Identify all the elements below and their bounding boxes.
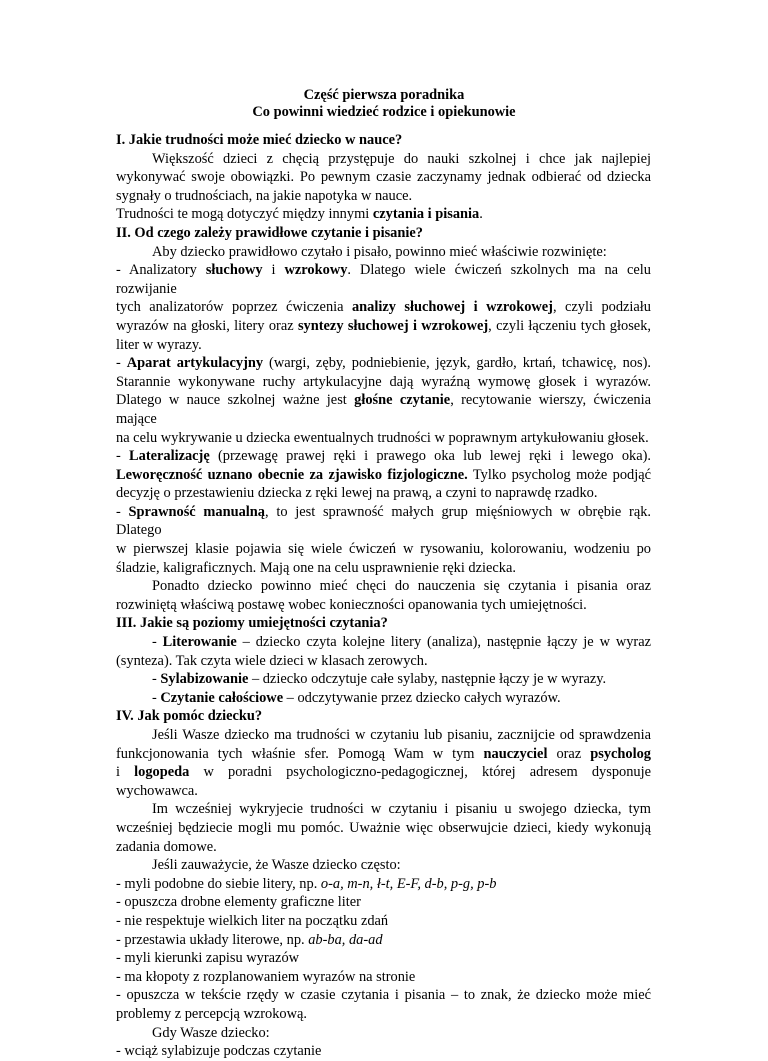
section-heading-3: III. Jakie są poziomy umiejętności czytania?: [116, 615, 388, 632]
document-body: [116, 131, 651, 1061]
paragraph-line: Ponadto dziecko powinno mieć chęci do nauczenia się czytania i pisania oraz: [152, 578, 651, 595]
italic-example: o-a, m-n, ł-t, E-F, d-b, p-g, p-b: [320, 875, 497, 892]
paragraph-line: Gdy Wasze dziecko:: [152, 1024, 270, 1041]
document-title-line-1: Część pierwsza poradnika: [303, 87, 465, 103]
list-item: - opuszcza drobne elementy graficzne liter: [116, 894, 361, 911]
list-item: - Lateralizację (przewagę prawej ręki i prawego oka lub lewej ręki i lewego oka).: [116, 448, 651, 465]
paragraph-line: i logopeda w poradni psychologiczno-pedagogicznej, której adresem dysponuje: [116, 764, 651, 781]
paragraph-line: Jeśli Wasze dziecko ma trudności w czytaniu lub pisaniu, zacznijcie od sprawdzenia: [152, 727, 651, 743]
list-item: - myli kierunki zapisu wyrazów: [116, 950, 300, 967]
paragraph-line: liter w wyrazy.: [116, 336, 202, 353]
paragraph-line: funkcjonowania tych właśnie sfer. Pomogą Wam w tym nauczyciel oraz psycholog: [116, 745, 651, 762]
paragraph-line: wyrazów na głoski, litery oraz syntezy słuchowej i wzrokowej, czyli łączeniu tych głosek,: [116, 317, 651, 334]
bold-text: czytania i pisania: [372, 206, 480, 223]
paragraph-line: rozwiniętą właściwą postawę wobec konieczności opanowania tych umiejętności.: [116, 596, 587, 613]
paragraph-line: wcześniej będziecie mogli mu pomóc. Uważnie więc obserwujcie dzieci, kiedy wykonują: [116, 819, 651, 836]
section-heading-2: II. Od czego zależy prawidłowe czytanie i pisanie?: [116, 224, 423, 241]
paragraph-line: Trudności te mogą dotyczyć między innymi czytania i pisania.: [116, 206, 483, 223]
paragraph-line: tych analizatorów poprzez ćwiczenia analizy słuchowej i wzrokowej, czyli podziału: [116, 299, 651, 316]
paragraph-line: w pierwszej klasie pojawia się wiele ćwiczeń w rysowaniu, kolorowaniu, wodzeniu po: [116, 541, 651, 558]
list-item: - przestawia układy literowe, np. ab-ba, da-ad: [116, 931, 383, 948]
paragraph-line: Leworęczność uznano obecnie za zjawisko fizjologiczne. Tylko psycholog może podjąć: [116, 466, 651, 483]
document-title-line-2: Co powinni wiedzieć rodzice i opiekunowie: [252, 104, 516, 120]
paragraph-line: śladzie, kaligraficznych. Mają one na celu usprawnienie ręki dziecka.: [116, 559, 516, 576]
paragraph-line: Starannie wykonywane ruchy artykulacyjne dają wyraźną wymowę głosek i wyrazów.: [116, 373, 651, 390]
list-item: - myli podobne do siebie litery, np. o-a, m-n, ł-t, E-F, d-b, p-g, p-b: [116, 875, 497, 892]
paragraph-line: wychowawca.: [116, 782, 198, 799]
paragraph-line: Aby dziecko prawidłowo czytało i pisało, powinno mieć właściwie rozwinięte:: [152, 243, 607, 260]
paragraph-line: (synteza). Tak czyta wiele dzieci w klasach zerowych.: [116, 652, 428, 669]
paragraph-line: na celu wykrywanie u dziecka ewentualnych trudności w poprawnym artykułowaniu głosek.: [116, 429, 649, 446]
section-heading-1: I. Jakie trudności może mieć dziecko w nauce?: [116, 132, 403, 148]
section-heading-4: IV. Jak pomóc dziecku?: [116, 708, 263, 725]
list-item: - Literowanie – dziecko czyta kolejne litery (analiza), następnie łączy je w wyraz: [152, 634, 651, 651]
list-item: - wciąż sylabizuje podczas czytanie: [116, 1043, 322, 1060]
list-item: - Sylabizowanie – dziecko odczytuje całe sylaby, następnie łączy je w wyrazy.: [152, 671, 607, 688]
list-item: - Sprawność manualną, to jest sprawność małych grup mięśniowych w obrębie rąk. Dlatego: [116, 503, 652, 539]
italic-example: ab-ba, da-ad: [308, 931, 383, 948]
list-item: - ma kłopoty z rozplanowaniem wyrazów na stronie: [116, 968, 416, 985]
paragraph-line: Większość dzieci z chęcią przystępuje do nauki szkolnej i chce jak najlepiej: [152, 150, 651, 167]
paragraph-line: Im wcześniej wykryjecie trudności w czytaniu i pisaniu u swojego dziecka, tym: [152, 801, 651, 818]
paragraph-line: Jeśli zauważycie, że Wasze dziecko często:: [152, 857, 401, 874]
list-item: - opuszcza w tekście rzędy w czasie czytania i pisania – to znak, że dziecko może mieć: [116, 987, 651, 1004]
paragraph-line: problemy z percepcją wzrokową.: [116, 1005, 307, 1022]
list-item: - Czytanie całościowe – odczytywanie przez dziecko całych wyrazów.: [152, 689, 561, 706]
paragraph-line: wykonywać swoje obowiązki. Po pewnym czasie zaczynamy jednak odbierać od dziecka: [116, 169, 651, 186]
list-item: - Aparat artykulacyjny (wargi, zęby, podniebienie, język, gardło, krtań, tchawicę, nos).: [116, 355, 651, 372]
list-item: - nie respektuje wielkich liter na początku zdań: [116, 912, 389, 929]
paragraph-line: decyzję o przestawieniu dziecka z ręki lewej na prawą, a czyni to naprawdę rzadko.: [116, 485, 598, 502]
paragraph-line: sygnały o trudnościach, na jakie napotyka w nauce.: [116, 187, 413, 204]
paragraph-line: Dlatego w nauce szkolnej ważne jest głośne czytanie, recytowanie wierszy, ćwiczenia mające: [116, 392, 652, 427]
paragraph-line: zadania domowe.: [116, 838, 217, 855]
list-item: - Analizatory słuchowy i wzrokowy. Dlatego wiele ćwiczeń szkolnych ma na celu rozwijanie: [116, 262, 651, 297]
